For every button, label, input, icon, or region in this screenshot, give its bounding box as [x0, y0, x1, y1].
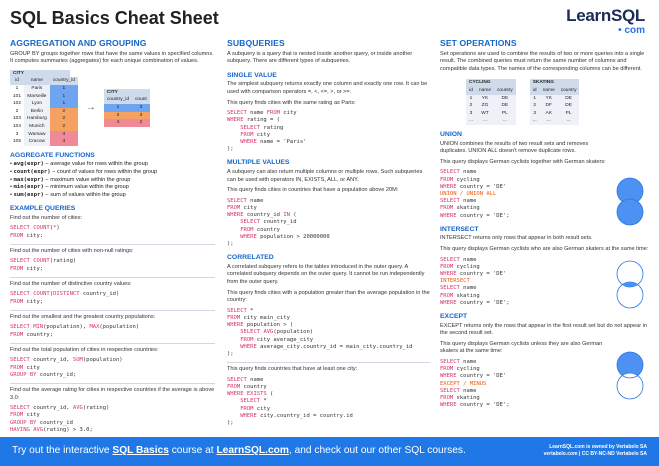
section-heading-correlated: CORRELATED: [227, 254, 274, 262]
table-cell: 101: [13, 93, 22, 99]
table-header-cell: name: [24, 77, 50, 85]
aggregate-function-item: • avg(expr) − average value for rows within the group: [10, 161, 148, 168]
table-header-cell: name: [476, 87, 494, 95]
skating-table-title: SKATING: [530, 79, 580, 87]
aggregate-function-item: • count(expr) − count of values for rows within the group: [10, 168, 158, 175]
table-cell: 2: [530, 102, 540, 110]
cycling-table-title: CYCLING: [466, 79, 516, 87]
query-1-code: SELECT COUNT(*) FROM city;: [10, 225, 60, 239]
table-cell: 3: [132, 112, 150, 120]
query-2-code: SELECT COUNT(rating) FROM city;: [10, 258, 77, 272]
city-data-table: [10, 77, 78, 145]
table-header-cell: id: [10, 77, 24, 85]
set-operations-description: Set operations are used to combine the results of two or more queries into a single result. The combined queries must return the same number of columns and compatible data types. The names of the corresponding columns can be different.: [440, 50, 645, 72]
section-heading-aggregate-functions: AGGREGATE FUNCTIONS: [10, 151, 95, 159]
table-cell: 2: [466, 102, 476, 110]
table-cell: DE: [494, 102, 516, 110]
footer-credits: LearnSQL.com is owned by Vertabelo SA vertabelo.com | CC BY-NC-ND Vertabelo SA: [543, 444, 647, 457]
query-5-code: SELECT country_id, SUM(population) FROM city GROUP BY country_id;: [10, 357, 123, 378]
table-cell: 2: [50, 108, 78, 116]
table-row: [10, 115, 78, 123]
footer-banner: [0, 437, 659, 466]
table-row: [104, 119, 150, 127]
logo-suffix: • com: [618, 25, 645, 36]
table-cell: ...: [466, 117, 476, 125]
union-venn-diagram: [612, 176, 648, 228]
query-1-description: Find out the number of cities:: [10, 214, 83, 221]
subqueries-description: A subquery is a query that is nested inside another query, or inside another subquery. There are different types of subqueries.: [227, 50, 413, 65]
table-row: [10, 85, 78, 93]
table-cell: 3: [466, 110, 476, 118]
except-code: SELECT name FROM cycling WHERE country = 'DE' EXCEPT / MINUS SELECT name FROM skating WHERE country = 'DE';: [440, 358, 510, 409]
logo-name: LearnSQL: [566, 6, 645, 25]
section-heading-example-queries: EXAMPLE QUERIES: [10, 205, 76, 213]
learnsql-link[interactable]: LearnSQL.com: [216, 445, 289, 456]
table-header-cell: country_id: [104, 96, 132, 104]
table-row: [10, 123, 78, 131]
set-tables: [466, 79, 650, 125]
arrow-icon: →: [85, 101, 96, 113]
skating-data-table: [530, 87, 580, 125]
column-subqueries: [227, 40, 430, 431]
table-cell: YK: [476, 95, 494, 103]
table-cell: WT: [476, 110, 494, 118]
table-cell: Warsaw: [24, 131, 50, 139]
table-cell: DE: [558, 95, 580, 103]
divider: [10, 383, 215, 384]
table-row: [10, 93, 78, 101]
section-heading-except: EXCEPT: [440, 312, 468, 320]
correlated-query-2-description: This query finds countries that have at least one city:: [227, 366, 358, 373]
page-title: SQL Basics Cheat Sheet: [10, 8, 219, 28]
table-row: [530, 95, 580, 103]
section-heading-single-value: SINGLE VALUE: [227, 71, 277, 79]
table-cell: YK: [540, 95, 558, 103]
multiple-values-description: A subquery can also return multiple columns or multiple rows. Such subqueries can be used with operators IN, EXISTS, ALL, or ANY.: [227, 168, 423, 183]
union-description: UNION combines the results of two result sets and removes duplicates. UNION ALL doesn't remove duplicate rows.: [440, 140, 589, 155]
aggregate-function-item: • sum(expr) − sum of values within the group: [10, 191, 126, 198]
divider: [10, 310, 215, 311]
table-header-cell: id: [530, 87, 540, 95]
query-2-description: Find out the number of cities with non-null ratings:: [10, 247, 134, 254]
table-cell: ...: [558, 117, 580, 125]
divider: [227, 362, 430, 363]
table-cell: 1: [50, 93, 78, 101]
table-cell: Paris: [24, 85, 50, 93]
table-cell: 1: [15, 85, 19, 91]
grouped-data-table: [104, 96, 150, 126]
table-cell: 3: [15, 131, 19, 137]
city-table: [10, 70, 78, 146]
cycling-data-table: [466, 87, 516, 125]
table-cell: DF: [540, 102, 558, 110]
table-cell: 1: [50, 100, 78, 108]
grouped-table-title: CITY: [104, 89, 150, 97]
intersect-venn-diagram: [612, 259, 648, 311]
table-cell: PL: [558, 110, 580, 118]
table-row: [104, 104, 150, 112]
table-cell: 3: [530, 110, 540, 118]
aggregation-description: GROUP BY groups together rows that have the same values in specified columns. It computes summaries (aggregates) for each unique combination of values.: [10, 50, 214, 65]
table-cell: 1: [530, 95, 540, 103]
union-query-description: This query displays German cyclists together with German skaters:: [440, 158, 606, 165]
table-cell: AK: [540, 110, 558, 118]
table-cell: 102: [13, 101, 22, 107]
intersect-query-description: This query displays German cyclists who are also German skaters at the same time:: [440, 245, 649, 252]
multiple-values-query-description: This query finds cities in countries that have a population above 20M:: [227, 187, 399, 194]
section-heading-set-operations: SET OPERATIONS: [440, 38, 517, 48]
table-cell: 4: [50, 131, 78, 139]
city-table-title: CITY: [10, 70, 70, 78]
intersect-code: SELECT name FROM cycling WHERE country = 'DE' INTERSECT SELECT name FROM skating WHERE country = 'DE';: [440, 256, 510, 306]
table-row: [10, 108, 78, 116]
table-cell: Hamburg: [24, 115, 50, 123]
table-cell: 4: [104, 119, 132, 127]
footer-promo: Try out the interactive SQL Basics course at LearnSQL.com, and check out our other SQL courses.: [12, 445, 466, 456]
aggregate-function-list: [10, 161, 215, 199]
table-row: [530, 102, 580, 110]
table-cell: Berlin: [24, 108, 50, 116]
table-row: [466, 110, 516, 118]
column-aggregation: [10, 40, 215, 438]
query-4-description: Find out the smallest and the greatest country populations:: [10, 313, 156, 320]
table-cell: 105: [13, 139, 22, 145]
table-cell: 1: [466, 95, 476, 103]
table-cell: ...: [540, 117, 558, 125]
query-6-description: Find out the average rating for cities in respective countries if the average is above 3.0:: [10, 387, 215, 401]
table-cell: 4: [50, 138, 78, 146]
table-cell: 1: [104, 104, 132, 112]
table-cell: 1: [50, 85, 78, 93]
table-cell: DE: [494, 95, 516, 103]
table-row: [466, 117, 516, 125]
table-cell: Lyon: [24, 100, 50, 108]
table-header-cell: count: [132, 96, 150, 104]
table-row: [466, 95, 516, 103]
query-4-code: SELECT MIN(population), MAX(population) FROM country;: [10, 324, 140, 338]
table-cell: Marseille: [24, 93, 50, 101]
table-header-cell: country: [558, 87, 580, 95]
query-3-description: Find out the number of distinctive country values:: [10, 280, 132, 287]
table-cell: ...: [494, 117, 516, 125]
table-cell: 2: [104, 112, 132, 120]
divider: [10, 244, 215, 245]
learnsql-logo[interactable]: [566, 6, 645, 36]
table-row: [530, 110, 580, 118]
table-cell: PL: [494, 110, 516, 118]
table-row: [10, 100, 78, 108]
section-heading-aggregation: AGGREGATION AND GROUPING: [10, 38, 147, 48]
table-row: [10, 131, 78, 139]
table-cell: Cracow: [24, 138, 50, 146]
section-heading-multiple-values: MULTIPLE VALUES: [227, 159, 290, 167]
skating-table: [530, 79, 580, 125]
correlated-description: A correlated subquery refers to the tables introduced in the outer query. A correlated subquery depends on the outer query. It cannot be run independently from the outer query.: [227, 263, 425, 285]
table-cell: 2: [50, 115, 78, 123]
table-cell: DE: [558, 102, 580, 110]
except-description: EXCEPT returns only the rows that appear in the first result set but do not appear in the second result set.: [440, 322, 647, 337]
table-cell: ...: [476, 117, 494, 125]
table-header-cell: country: [494, 87, 516, 95]
divider: [10, 343, 215, 344]
correlated-query-1-description: This query finds cities with a population greater than the average population in the country:: [227, 289, 430, 304]
aggregate-function-item: • max(expr) − maximum value within the group: [10, 176, 131, 183]
table-cell: 103: [13, 116, 22, 122]
intersect-description: INTERSECT returns only rows that appear in both result sets.: [440, 235, 593, 242]
grouped-table: [104, 89, 150, 127]
single-value-query-description: This query finds cities with the same rating as Paris:: [227, 99, 356, 106]
table-cell: ZG: [476, 102, 494, 110]
query-6-code: SELECT country_id, AVG(rating) FROM city GROUP BY country_id HAVING AVG(rating) > 3.0;: [10, 405, 110, 433]
table-row: [530, 117, 580, 125]
except-query-description: This query displays German cyclists unless they are also German skaters at the same time:: [440, 340, 603, 355]
divider: [10, 277, 215, 278]
group-by-illustration: [10, 70, 215, 146]
except-venn-diagram: [612, 350, 648, 402]
table-row: [104, 112, 150, 120]
table-header-cell: name: [540, 87, 558, 95]
union-code: SELECT name FROM cycling WHERE country = 'DE' UNION / UNION ALL SELECT name FROM skating WHERE country = 'DE';: [440, 169, 510, 219]
query-3-code: SELECT COUNT(DISTINCT country_id) FROM city;: [10, 291, 120, 305]
table-cell: 2: [15, 108, 19, 114]
table-cell: Munich: [24, 123, 50, 131]
table-cell: 2: [132, 119, 150, 127]
section-heading-subqueries: SUBQUERIES: [227, 38, 285, 48]
multiple-values-code: SELECT name FROM city WHERE country_id IN ( SELECT country_id FROM country WHERE population > 20000000 );: [227, 197, 330, 247]
correlated-query-2-code: SELECT name FROM country WHERE EXISTS ( SELECT * FROM city WHERE city.country_id = country.id );: [227, 376, 353, 426]
single-value-code: SELECT name FROM city WHERE rating = ( SELECT rating FROM city WHERE name = 'Paris' );: [227, 110, 307, 153]
query-5-description: Find out the total population of cities in respective countries:: [10, 346, 159, 353]
sql-basics-link[interactable]: SQL Basics: [112, 445, 169, 456]
table-cell: 3: [132, 104, 150, 112]
table-cell: ...: [530, 117, 540, 125]
table-header-cell: id: [466, 87, 476, 95]
table-row: [10, 138, 78, 146]
cycling-table: [466, 79, 516, 125]
table-header-cell: country_id: [50, 77, 78, 85]
table-cell: 104: [13, 123, 22, 129]
aggregate-function-item: • min(expr) − minimum value within the group: [10, 184, 129, 191]
table-row: [466, 102, 516, 110]
section-heading-intersect: INTERSECT: [440, 225, 479, 233]
section-heading-union: UNION: [440, 130, 462, 138]
single-value-description: The simplest subquery returns exactly one column and exactly one row. It can be used with comparison operators =, <, <=, >, or >=.: [227, 81, 428, 95]
correlated-query-1-code: SELECT * FROM city main_city WHERE population > ( SELECT AVG(population) FROM city average_city WHERE average_city.country_id = main_city.country_id );: [227, 307, 413, 357]
table-cell: 2: [50, 123, 78, 131]
